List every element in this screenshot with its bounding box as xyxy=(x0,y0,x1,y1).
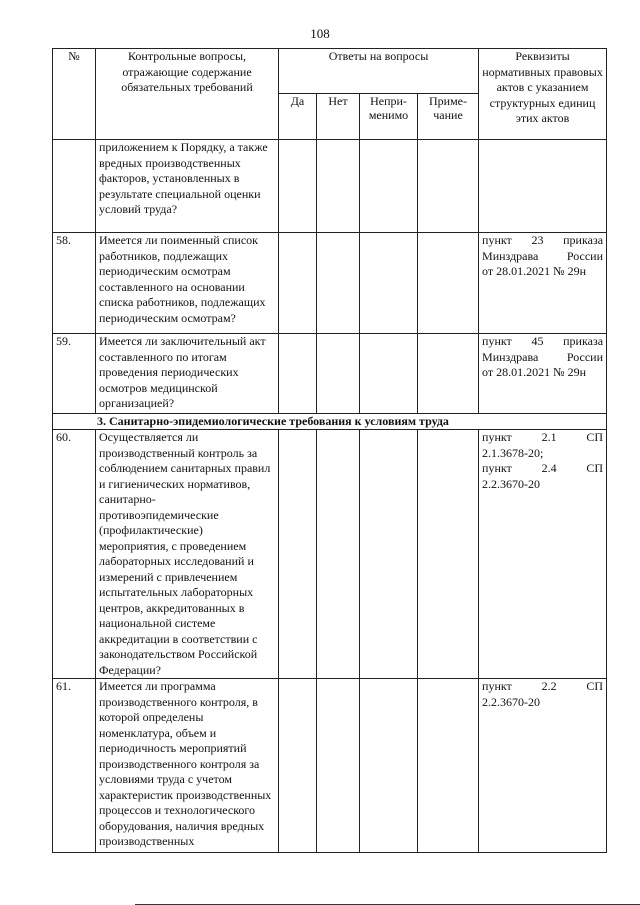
row-question: Осуществляется ли производственный контроль за соблюдением санитарных правил и гигиенических нормативов, санитарно-противоэпидемические (профилактические) мероприятия, с проведением лабораторных исследований и измерений с привлечением испытательных лабораторных центров, аккредитованных в национальной системе аккредитации в соответствии с законодательством Российской Федерации? xyxy=(96,430,279,679)
answer-note-cell[interactable] xyxy=(418,140,479,233)
answer-not-applicable-cell[interactable] xyxy=(360,679,418,853)
reference-line: от 28.01.2021 № 29н xyxy=(482,264,586,278)
row-reference xyxy=(479,679,607,853)
checklist-table xyxy=(52,48,607,853)
reference-line: Минздрава России xyxy=(482,349,604,364)
answer-not-applicable-cell[interactable] xyxy=(360,334,418,414)
answer-not-applicable-cell[interactable] xyxy=(360,430,418,679)
reference-line: 2.2.3670-20 xyxy=(482,476,541,491)
answer-no-cell[interactable] xyxy=(317,140,360,233)
row-question: Имеется ли поименный список работников, подлежащих периодическим осмотрам составленного на основании списка работников, подлежащих периодическим осмотрам? xyxy=(96,233,279,334)
row-number: 59. xyxy=(53,334,96,414)
table-row-60 xyxy=(53,430,607,679)
answer-yes-cell[interactable] xyxy=(279,430,317,679)
answer-note-cell[interactable] xyxy=(418,430,479,679)
row-reference xyxy=(479,334,607,414)
answer-yes-cell[interactable] xyxy=(279,334,317,414)
answer-no-cell[interactable] xyxy=(317,233,360,334)
answer-no-cell[interactable] xyxy=(317,679,360,853)
column-header-refs: Реквизиты нормативных правовых актов с указанием структурных единиц этих актов xyxy=(479,49,607,140)
answer-note-cell[interactable] xyxy=(418,334,479,414)
answer-note-cell[interactable] xyxy=(418,233,479,334)
row-reference xyxy=(479,140,607,233)
answer-note-cell[interactable] xyxy=(418,679,479,853)
table-row-58 xyxy=(53,233,607,334)
answer-not-applicable-cell[interactable] xyxy=(360,140,418,233)
answer-no-cell[interactable] xyxy=(317,334,360,414)
reference-line: пункт 45 приказа xyxy=(482,334,604,348)
reference-line: от 28.01.2021 № 29н xyxy=(482,365,586,379)
answer-yes-cell[interactable] xyxy=(279,233,317,334)
column-header-question: Контрольные вопросы, отражающие содержание обязательных требований xyxy=(96,49,279,140)
reference-line: пункт 2.4 СП xyxy=(482,461,604,475)
row-question: приложением к Порядку, а также вредных производственных факторов, установленных в результате специальной оценки условий труда? xyxy=(96,140,279,233)
answer-yes-cell[interactable] xyxy=(279,679,317,853)
column-header-answers: Ответы на вопросы xyxy=(279,49,479,94)
column-header-note: Приме- чание xyxy=(418,94,479,140)
column-header-num: № xyxy=(53,49,96,140)
row-number: 58. xyxy=(53,233,96,334)
page-number: 108 xyxy=(310,26,330,41)
row-question: Имеется ли заключительный акт составленного по итогам проведения периодических осмотров медицинской организацией? xyxy=(96,334,279,414)
table-row-61 xyxy=(53,679,607,853)
row-reference xyxy=(479,233,607,334)
reference-line: пункт 2.1 СП xyxy=(482,430,604,444)
answer-yes-cell[interactable] xyxy=(279,140,317,233)
reference-line: 2.1.3678-20; xyxy=(482,445,544,460)
column-header-yes: Да xyxy=(279,94,317,140)
answer-no-cell[interactable] xyxy=(317,430,360,679)
row-number: 61. xyxy=(53,679,96,853)
reference-line: пункт 2.2 СП xyxy=(482,679,604,693)
section-heading: 3. Санитарно-эпидемиологические требования к условиям труда xyxy=(53,414,607,430)
row-number xyxy=(53,140,96,233)
row-reference xyxy=(479,430,607,679)
column-header-not-applicable: Непри- менимо xyxy=(360,94,418,140)
section-heading-row xyxy=(53,414,607,430)
table-row-continuation xyxy=(53,140,607,233)
header-row xyxy=(53,49,607,94)
row-question: Имеется ли программа производственного контроля, в которой определены номенклатура, объем и периодичность мероприятий производственного контроля за условиями труда с учетом характеристик производственных процессов и технологического оборудования, наличия вредных производственных xyxy=(96,679,279,853)
row-number: 60. xyxy=(53,430,96,679)
table-row-59 xyxy=(53,334,607,414)
reference-line: пункт 23 приказа xyxy=(482,233,604,247)
answer-not-applicable-cell[interactable] xyxy=(360,233,418,334)
column-header-no: Нет xyxy=(317,94,360,140)
reference-line: Минздрава России xyxy=(482,248,604,263)
reference-line: 2.2.3670-20 xyxy=(482,694,541,709)
